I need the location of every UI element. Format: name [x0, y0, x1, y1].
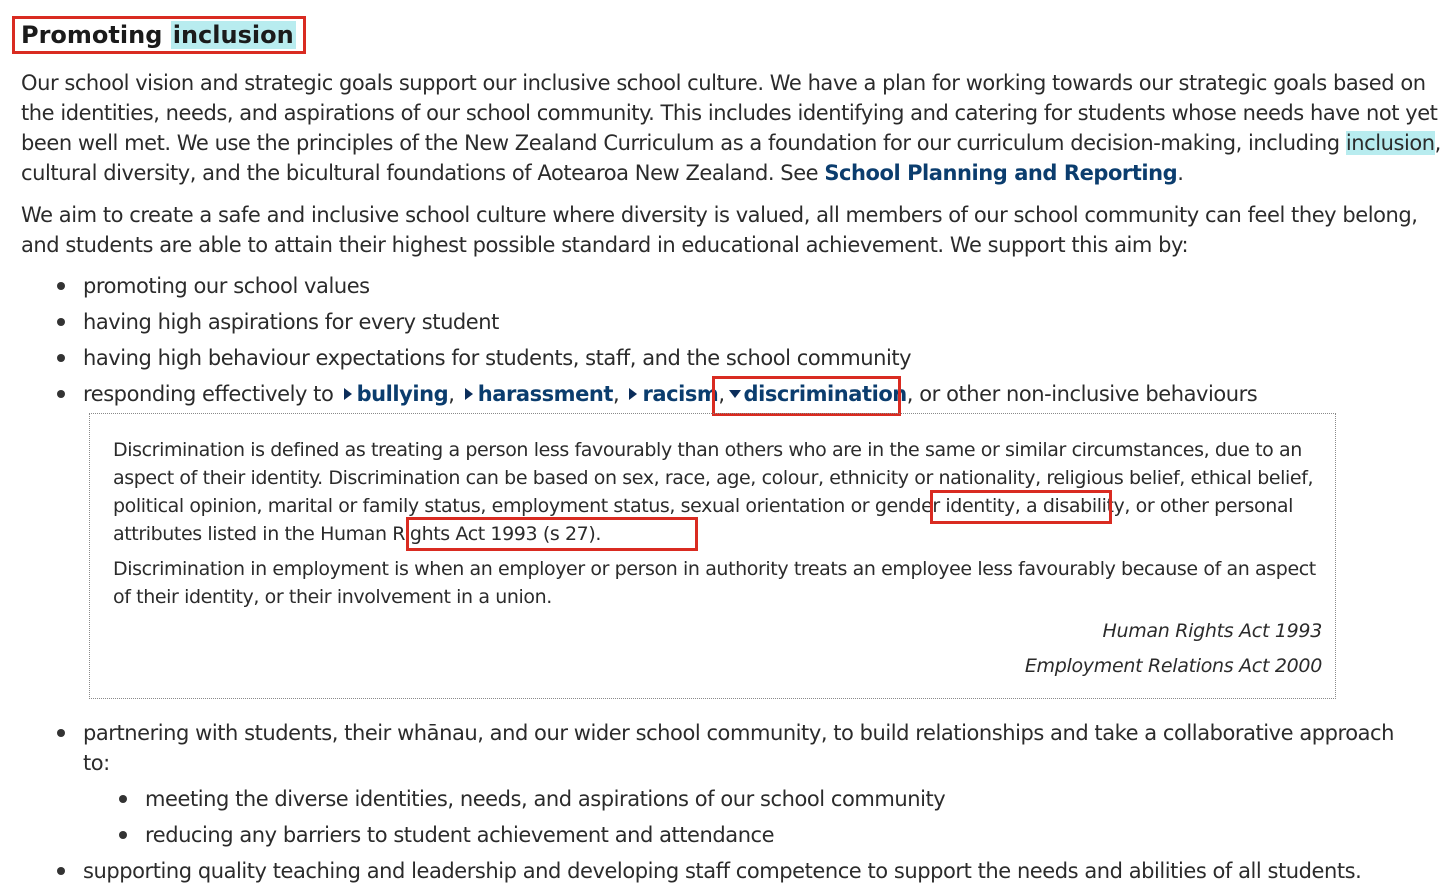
section-heading — [21, 18, 296, 52]
heading-prefix: Promoting — [21, 21, 171, 49]
list-item-text: meeting the diverse identities, needs, and aspirations of our school community — [145, 787, 946, 811]
expand-triangle-icon — [465, 388, 473, 400]
list-item-text: promoting our school values — [83, 274, 370, 298]
definition-text-c: . — [595, 523, 602, 545]
separator: , — [906, 382, 914, 406]
list-item-text: to: — [83, 751, 110, 775]
list-item-text: partnering with students, their whānau, and our wider school community, to build relationships and take a collaborative approach — [83, 721, 1395, 745]
gender-identity-text: or gender identity — [850, 495, 1015, 517]
bullet-dot — [57, 282, 65, 290]
intro-text-b: , cultural diversity, and the bicultural foundations of Aotearoa New Zealand. See — [21, 131, 1441, 185]
human-rights-act-reference: Human Rights Act 1993 (s 27) — [320, 523, 596, 545]
definition-paragraph — [113, 436, 1323, 548]
bullying-label: bullying — [356, 382, 449, 406]
citation-human-rights-act: Human Rights Act 1993 — [1102, 620, 1322, 642]
bullet-dot — [57, 354, 65, 362]
heading-highlight: inclusion — [172, 21, 294, 49]
employment-paragraph: Discrimination in employment is when an employer or person in authority treats an employee less favourably because of an aspect of their identity, or their involvement in a union. — [113, 558, 1316, 608]
intro-paragraph — [21, 68, 1441, 188]
list-item — [83, 718, 1394, 748]
discrimination-label: discrimination — [743, 382, 907, 406]
racism-toggle[interactable] — [625, 382, 718, 406]
bullet-dot — [57, 729, 65, 737]
bullet-dot — [57, 318, 65, 326]
collapse-triangle-icon — [729, 390, 741, 398]
school-planning-link[interactable]: School Planning and Reporting — [824, 161, 1178, 185]
list-item-text: supporting quality teaching and leadership and developing staff competence to support the needs and abilities of all students. — [83, 859, 1362, 883]
inclusion-highlight: inclusion — [1345, 131, 1435, 155]
responding-suffix: or other non-inclusive behaviours — [913, 382, 1258, 406]
intro-text-c: . — [1177, 161, 1184, 185]
list-item-text: reducing any barriers to student achievement and attendance — [145, 823, 775, 847]
list-item-responding — [83, 379, 1257, 409]
list-item-continuation — [83, 748, 110, 778]
citation-employment-relations-act: Employment Relations Act 2000 — [1024, 655, 1322, 677]
bullet-dot — [119, 795, 127, 803]
separator: , — [448, 382, 455, 406]
harassment-toggle[interactable] — [461, 382, 613, 406]
list-item-text: having high aspirations for every student — [83, 310, 499, 334]
harassment-label: harassment — [477, 382, 613, 406]
discrimination-toggle[interactable] — [725, 382, 907, 406]
aim-paragraph: We aim to create a safe and inclusive school culture where diversity is valued, all members of our school community can feel they belong, and students are able to attain their highest possible standard in educational achievement. We support this aim by: — [21, 203, 1418, 257]
bullet-dot — [57, 867, 65, 875]
sub-list-item — [145, 784, 945, 814]
separator: , — [718, 382, 725, 406]
definition-text-b: , a disability, or other personal attributes listed in the — [113, 495, 1294, 545]
bullet-dot — [119, 831, 127, 839]
list-item — [83, 271, 370, 301]
list-item-text: having high behaviour expectations for students, staff, and the school community — [83, 346, 912, 370]
list-item — [83, 307, 499, 337]
list-item — [83, 856, 1361, 886]
intro-text-a: Our school vision and strategic goals support our inclusive school culture. We have a plan for working towards our strategic goals based on the identities, needs, and aspirations of our school community. This includes identifying and catering for students whose needs have not yet been well met. We use the principles of the New Zealand Curriculum as a foundation for our curriculum decision-making, including — [21, 71, 1438, 155]
sub-list-item — [145, 820, 774, 850]
definition-text-a: Discrimination is defined as treating a person less favourably than others who are in the same or similar circumstances, due to an aspect of their identity. Discrimination can be based on sex, race, age, colour, ethnicity or nationality, religious belief, ethical belief, political opinion, marital or family status, employment status, sexual orientation — [113, 439, 1314, 517]
separator: , — [612, 382, 620, 406]
bullying-toggle[interactable] — [340, 382, 449, 406]
bullet-dot — [57, 390, 65, 398]
expand-triangle-icon — [629, 388, 637, 400]
list-item — [83, 343, 911, 373]
racism-label: racism — [642, 382, 719, 406]
responding-text: responding effectively to — [83, 382, 340, 406]
expand-triangle-icon — [344, 388, 352, 400]
